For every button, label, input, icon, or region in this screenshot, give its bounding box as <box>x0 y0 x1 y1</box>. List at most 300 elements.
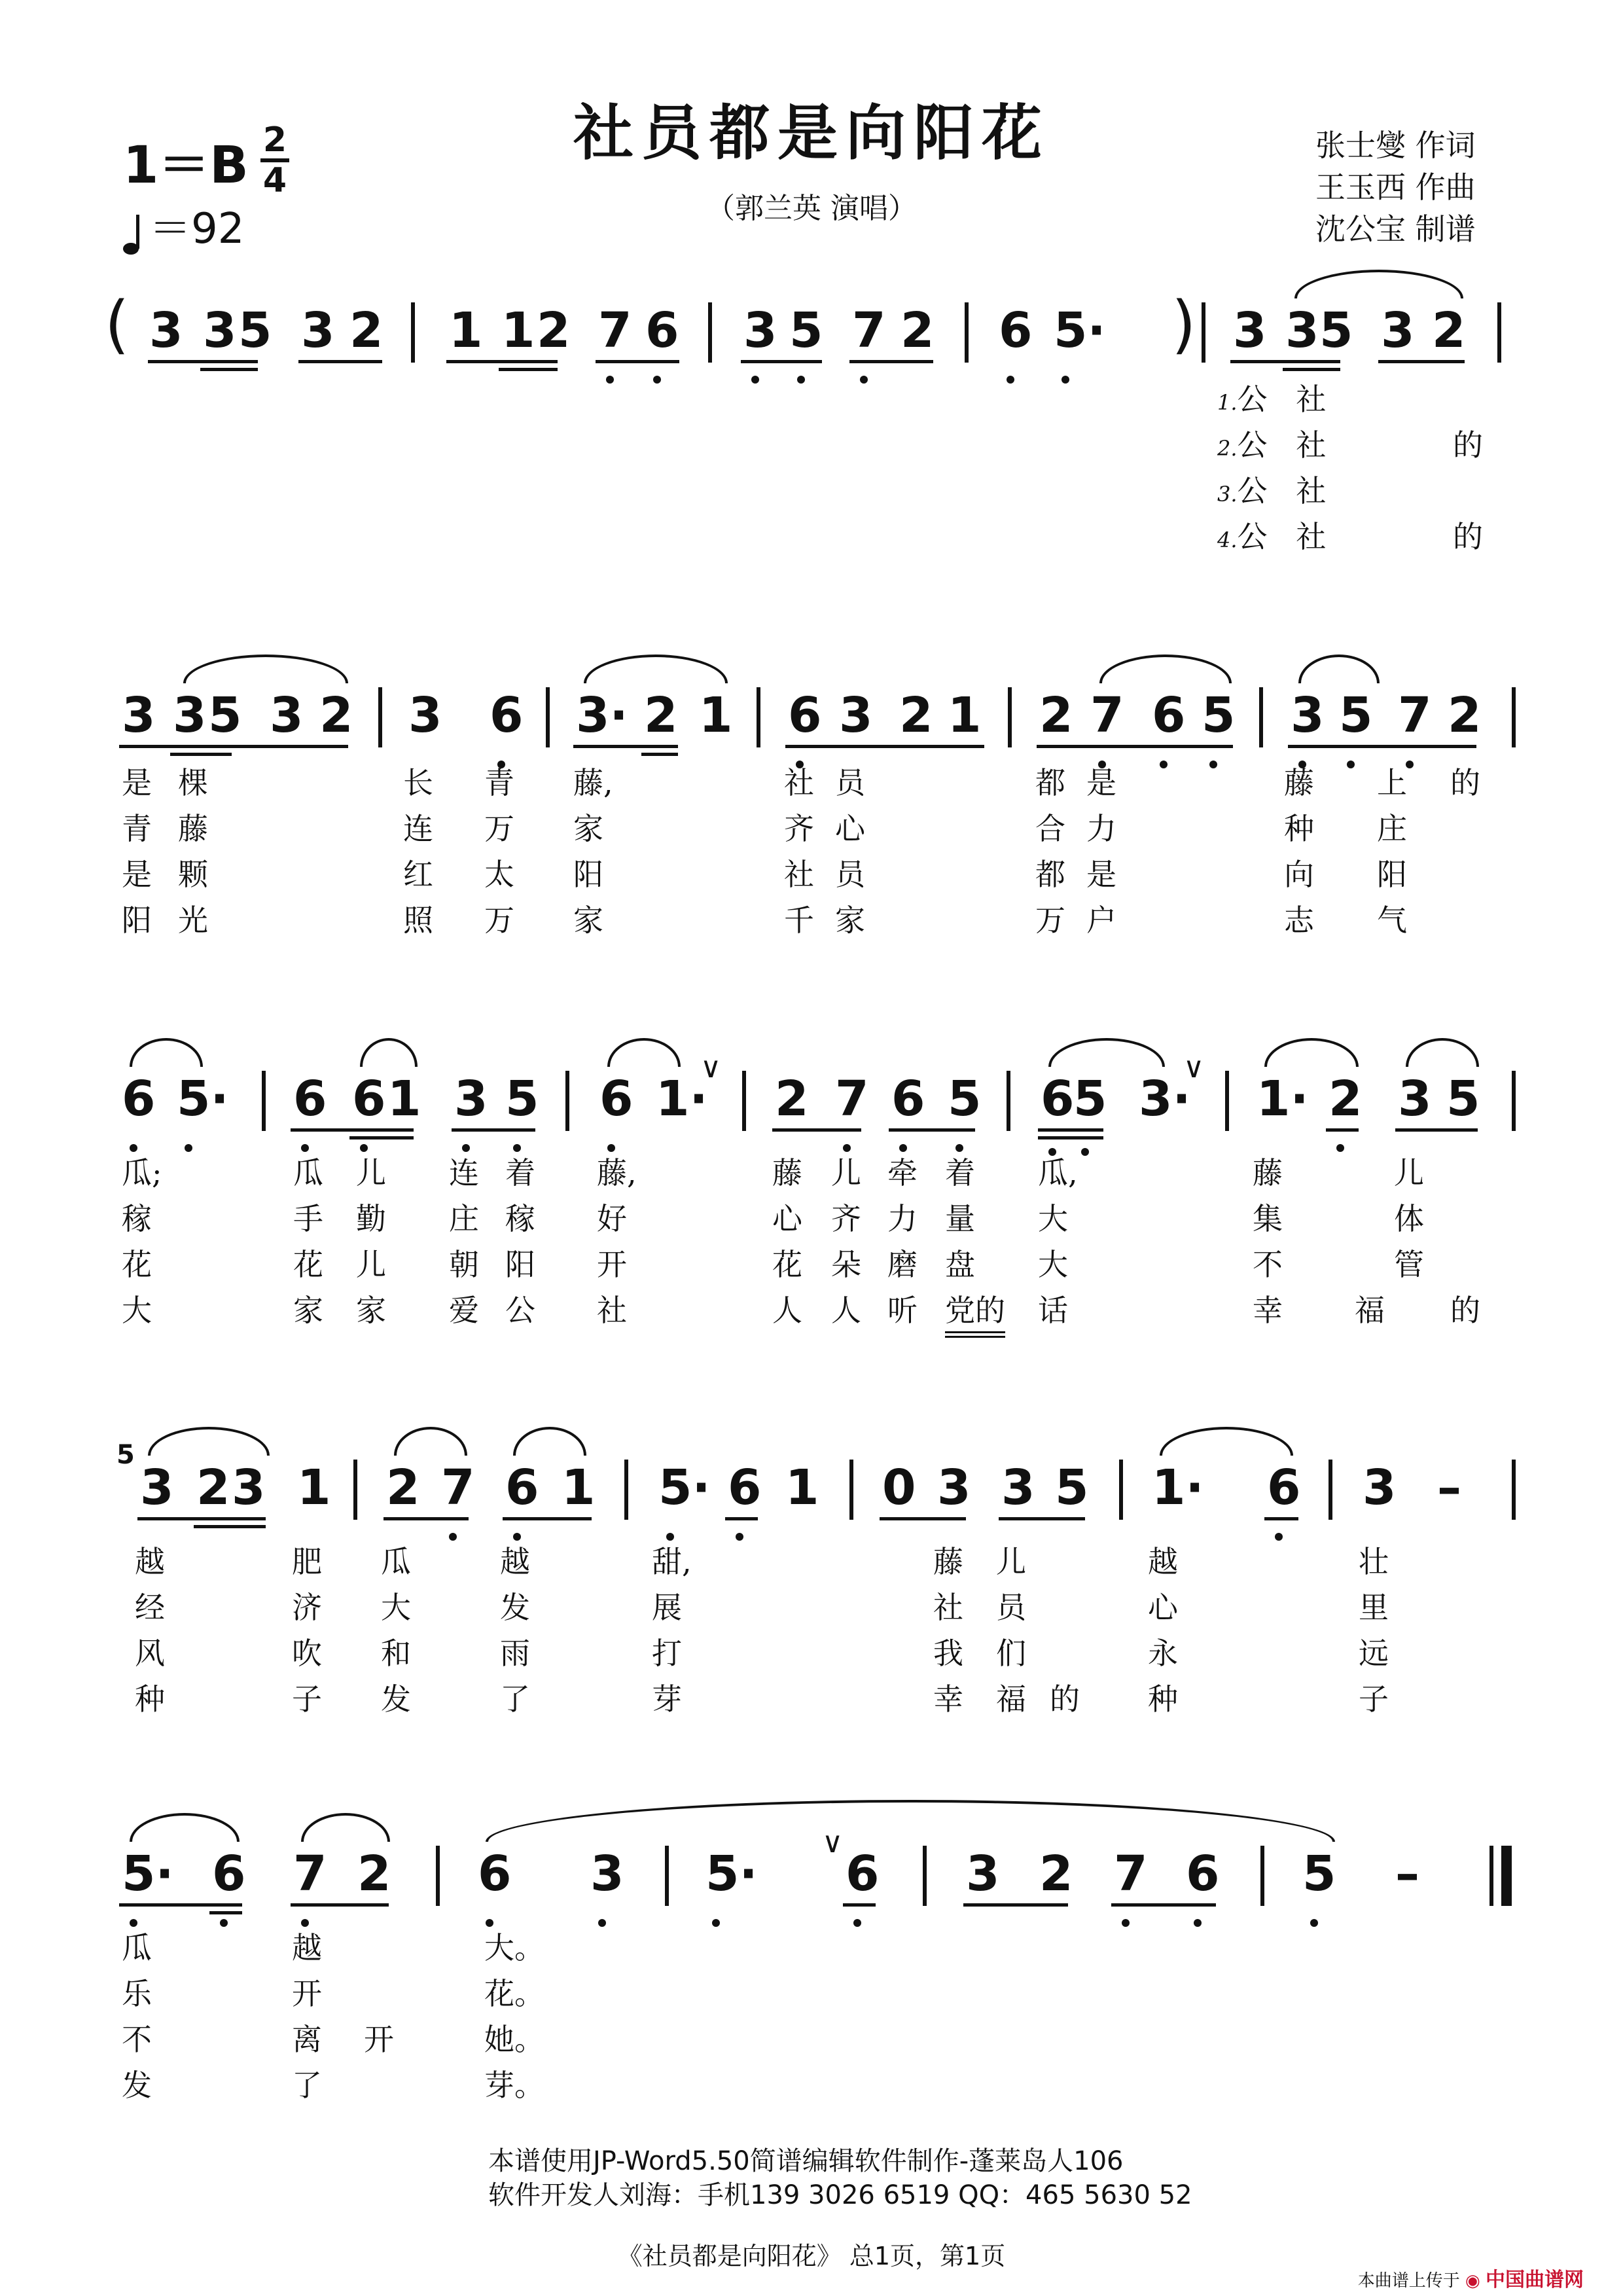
lyric-word: 上 <box>1377 765 1407 800</box>
barline <box>1202 302 1205 363</box>
lyric-word: 发 <box>122 2068 152 2103</box>
lyric-word: 吹 <box>292 1636 322 1671</box>
lyric-word: 盘 <box>945 1247 975 1282</box>
lyric-word: 齐 <box>784 811 814 846</box>
low-octave-dot <box>751 376 759 384</box>
barline <box>378 687 382 747</box>
low-octave-dot <box>1061 376 1069 384</box>
lyrics-block-4 <box>0 1924 1623 2121</box>
barline <box>353 1460 357 1520</box>
beam <box>137 1517 266 1520</box>
lyric-word: 是 <box>122 765 152 800</box>
slur <box>183 655 348 683</box>
lyric-word: 稼 <box>122 1201 152 1236</box>
lyric-word: 了 <box>292 2068 322 2103</box>
lyric-word: 芽 <box>652 1681 682 1717</box>
note: 1 <box>785 1460 819 1516</box>
lyric-word: 长 <box>403 765 433 800</box>
barline <box>436 1846 440 1906</box>
lyric-word: 公 <box>505 1293 535 1328</box>
lyric-word: 我 <box>933 1636 963 1671</box>
note: 2 <box>319 687 353 744</box>
note: 6 <box>999 302 1033 359</box>
note: 3 <box>743 302 777 359</box>
staff-row-intro <box>0 302 1623 401</box>
note: 2 <box>537 302 571 359</box>
slur <box>1264 1038 1359 1067</box>
beam <box>291 1128 414 1132</box>
site-logo-icon: ◉ <box>1465 2271 1480 2291</box>
note: 3 <box>590 1846 624 1902</box>
lyric-word: 幸 <box>1253 1293 1283 1328</box>
lyric-word: 都 <box>1035 765 1065 800</box>
barline <box>565 1071 569 1131</box>
note: 5· <box>658 1460 711 1516</box>
lyric-word: 心 <box>772 1201 802 1236</box>
lyric-word: 福的 <box>996 1681 1103 1717</box>
lyric-word: 人 <box>831 1293 861 1328</box>
note: 7 <box>598 302 632 359</box>
lyric-word: 照 <box>403 903 433 938</box>
note: 3 <box>1285 302 1319 359</box>
lyric-word: 种 <box>135 1681 165 1717</box>
lyric-word: 她。 <box>484 2022 544 2057</box>
note: 6 <box>478 1846 512 1902</box>
note: 6 <box>1152 687 1186 744</box>
lyric-word: 阳 <box>505 1247 535 1282</box>
lyric-word: 雨 <box>500 1636 530 1671</box>
lyric-word: 庄 <box>1377 811 1407 846</box>
lyric-word: 儿 <box>831 1155 861 1191</box>
note: 3 <box>937 1460 971 1516</box>
lyric-word: 儿 <box>356 1247 386 1282</box>
lyric-word: 志 <box>1284 903 1314 938</box>
beam <box>1037 745 1233 748</box>
beam <box>641 753 678 756</box>
lyric-word: 连 <box>403 811 433 846</box>
lyric-word: 藤, <box>573 765 613 800</box>
lyric-word: 的 <box>1453 519 1483 554</box>
note: 3· <box>576 687 628 744</box>
lyric-word: 儿 <box>996 1544 1026 1579</box>
barline <box>624 1460 628 1520</box>
lyric-word: 是 <box>1086 857 1116 892</box>
note: 3 <box>454 1071 488 1127</box>
lyric-word: 力 <box>887 1201 918 1236</box>
lyric-word: 稼 <box>505 1201 535 1236</box>
beam <box>349 1136 414 1139</box>
beam <box>1326 1128 1359 1132</box>
lyric-word: 打 <box>652 1636 682 1671</box>
note: 2 <box>386 1460 420 1516</box>
lyric-line: 1.公 社 <box>1217 382 1327 417</box>
performer-subtitle: （郭兰英 演唱） <box>706 192 917 225</box>
lyric-word: 户 <box>1086 903 1116 938</box>
lyric-word: 磨 <box>887 1247 918 1282</box>
lyric-word: 心 <box>1148 1590 1178 1625</box>
lyric-word: 开 <box>597 1247 627 1282</box>
note: 7 <box>1398 687 1432 744</box>
slur <box>394 1427 467 1456</box>
beam <box>889 1128 975 1132</box>
beam <box>119 745 348 748</box>
note: 1 <box>501 302 535 359</box>
note: 5 <box>208 687 242 744</box>
beam <box>963 1903 1068 1907</box>
lyric-line: 2.公 社 <box>1217 427 1327 463</box>
note: 3 <box>173 687 207 744</box>
lyric-word: 越 <box>135 1544 165 1579</box>
lyric-word: 万 <box>484 811 514 846</box>
note: 2 <box>1329 1071 1363 1127</box>
lyric-word: 的 <box>1453 427 1483 463</box>
beam <box>499 368 558 371</box>
lyric-word: 青 <box>484 765 514 800</box>
lyric-word: 发 <box>381 1681 411 1717</box>
intro-open-paren: ( <box>105 288 130 361</box>
note: 5 <box>1055 1460 1089 1516</box>
note: 3 <box>1001 1460 1035 1516</box>
lyric-word: 大 <box>1038 1247 1068 1282</box>
note: 6 <box>505 1460 539 1516</box>
lyric-word-underlined: 党的 <box>945 1287 1005 1338</box>
beam <box>741 360 822 363</box>
note: 5 <box>1202 687 1236 744</box>
lyric-word: 员 <box>835 857 865 892</box>
lyric-word: 种 <box>1284 811 1314 846</box>
note: 6 <box>645 302 679 359</box>
lyric-word: 向 <box>1284 857 1314 892</box>
software-credit: 本谱使用JP-Word5.50简谱编辑软件制作-蓬莱岛人106 <box>488 2146 1124 2176</box>
lyric-word: 越 <box>292 1930 322 1965</box>
note: 2 <box>901 302 935 359</box>
lyric-word: 子 <box>1359 1681 1389 1717</box>
note: 3 <box>1363 1460 1397 1516</box>
lyric-word: 发 <box>500 1590 530 1625</box>
lyric-word: 展 <box>652 1590 682 1625</box>
note: 1 <box>297 1460 331 1516</box>
lyric-word: 着 <box>505 1155 535 1191</box>
note: 6 <box>728 1460 762 1516</box>
page-indicator: 《社员都是向阳花》 总1页，第1页 <box>617 2242 1006 2270</box>
lyric-word: 风 <box>135 1636 165 1671</box>
lyric-word: 是 <box>122 857 152 892</box>
note: 7 <box>293 1846 327 1902</box>
lyric-word: 合 <box>1035 811 1065 846</box>
lyric-word: 员 <box>835 765 865 800</box>
lyric-word: 儿 <box>1394 1155 1424 1191</box>
beam <box>1111 1903 1216 1907</box>
barline <box>1007 1071 1010 1131</box>
breath-mark-icon: ∨ <box>822 1826 844 1859</box>
note: 7 <box>1090 687 1124 744</box>
lyric-word: 瓜 <box>381 1544 411 1579</box>
lyric-word: 们 <box>996 1636 1026 1671</box>
lyric-word: 气 <box>1377 903 1407 938</box>
beam <box>148 360 258 363</box>
note: 2 <box>1432 302 1466 359</box>
lyric-word: 量 <box>945 1201 975 1236</box>
lyric-word: 藤 <box>178 811 208 846</box>
slur <box>1406 1038 1479 1067</box>
final-barline-thick <box>1501 1846 1512 1906</box>
note: 3 <box>839 687 873 744</box>
lyric-word: 花。 <box>484 1976 544 2011</box>
lyric-word: 花 <box>772 1247 802 1282</box>
lyric-word: 芽。 <box>484 2068 544 2103</box>
lyric-word: 藤 <box>1253 1155 1283 1191</box>
lyric-word: 红 <box>403 857 433 892</box>
lyric-word: 乐 <box>122 1976 152 2011</box>
lyrics-block-1 <box>0 759 1623 969</box>
lyric-word: 万 <box>1035 903 1065 938</box>
slur <box>1294 270 1463 298</box>
slur <box>1298 655 1380 683</box>
note: 3 <box>122 687 156 744</box>
lyric-word: 棵 <box>178 765 208 800</box>
note: 2 <box>196 1460 230 1516</box>
lyric-line: 3.公 社 <box>1217 473 1327 509</box>
beam <box>298 360 382 363</box>
note: – <box>1395 1846 1419 1902</box>
slur <box>1099 655 1232 683</box>
lyric-word: 连 <box>449 1155 479 1191</box>
lyric-word: 瓜 <box>122 1930 152 1965</box>
note: 1· <box>1152 1460 1204 1516</box>
barline <box>1119 1460 1123 1520</box>
lyric-word: 大 <box>122 1293 152 1328</box>
lyric-word: 庄 <box>449 1201 479 1236</box>
barline <box>411 302 415 363</box>
lyric-word: 勤 <box>356 1201 386 1236</box>
lyric-word: 离 <box>292 2022 322 2057</box>
note: 7 <box>441 1460 475 1516</box>
barline <box>965 302 969 363</box>
note: 3 <box>232 1460 266 1516</box>
lyric-word: 藤 <box>933 1544 963 1579</box>
lyrics-block-2 <box>0 1149 1623 1346</box>
lyric-word: 了 <box>500 1681 530 1717</box>
lyric-word: 瓜; <box>122 1155 162 1191</box>
beam <box>785 745 984 748</box>
note: 5 <box>789 302 823 359</box>
note: 2 <box>899 687 933 744</box>
lyric-word: 里 <box>1359 1590 1389 1625</box>
lyric-word: 家 <box>293 1293 323 1328</box>
lyric-word: 经 <box>135 1590 165 1625</box>
note: 6 <box>891 1071 925 1127</box>
lyric-word: 家 <box>835 903 865 938</box>
lyric-word: 的 <box>1450 1293 1480 1328</box>
lyric-word: 都 <box>1035 857 1065 892</box>
barline <box>923 1846 927 1906</box>
note: 1 <box>449 302 483 359</box>
note: 2 <box>644 687 678 744</box>
slur <box>360 1038 418 1067</box>
note: 2 <box>1448 687 1482 744</box>
beam <box>1038 1128 1103 1132</box>
lyric-word: 瓜 <box>293 1155 323 1191</box>
lyric-word: 和 <box>381 1636 411 1671</box>
note: 7 <box>835 1071 869 1127</box>
note: 5 <box>505 1071 539 1127</box>
note: 5· <box>705 1846 758 1902</box>
lyric-word: 种 <box>1148 1681 1178 1717</box>
beam <box>1230 360 1340 363</box>
barline <box>1260 1846 1264 1906</box>
beam <box>880 1517 966 1520</box>
beam <box>383 1517 469 1520</box>
lyric-word: 家 <box>573 903 603 938</box>
lyric-word: 越 <box>500 1544 530 1579</box>
lyric-word: 大。 <box>484 1930 544 1965</box>
beam <box>209 1911 242 1914</box>
slur <box>130 1813 240 1842</box>
note: 3 <box>140 1460 174 1516</box>
barline <box>1008 687 1012 747</box>
lyric-word: 儿 <box>356 1155 386 1191</box>
slur <box>148 1427 270 1456</box>
barline <box>1512 1460 1516 1520</box>
note: 6 <box>1186 1846 1220 1902</box>
barline <box>1329 1460 1332 1520</box>
lyric-word: 大 <box>381 1590 411 1625</box>
low-octave-dot <box>1007 376 1014 384</box>
lyric-word: 阳 <box>122 903 152 938</box>
note: 7 <box>1114 1846 1148 1902</box>
beam <box>194 1525 266 1528</box>
lyric-word: 福 <box>1355 1293 1385 1328</box>
transcriber-credit: 沈公宝 制谱 <box>1315 211 1476 247</box>
note: 3· <box>1139 1071 1191 1127</box>
breath-mark-icon: ∨ <box>1183 1051 1205 1085</box>
note: 1 <box>562 1460 596 1516</box>
song-title: 社员都是向阳花 <box>573 98 1050 168</box>
note: – <box>1437 1460 1461 1516</box>
lyric-word: 话 <box>1038 1293 1068 1328</box>
slur <box>1048 1038 1165 1067</box>
beam <box>119 1903 242 1907</box>
beam <box>1038 1136 1103 1139</box>
lyric-word: 幸 <box>933 1681 963 1717</box>
lyric-word: 家 <box>573 811 603 846</box>
note: 1 <box>699 687 733 744</box>
lyric-word: 手 <box>293 1201 323 1236</box>
lyric-line: 4.公 社 <box>1217 519 1327 554</box>
lyric-word: 永 <box>1148 1636 1178 1671</box>
lyric-word: 朵 <box>831 1247 861 1282</box>
note: 6 <box>1267 1460 1301 1516</box>
beam <box>843 1903 876 1907</box>
beam <box>170 753 232 756</box>
note: 2 <box>1039 687 1073 744</box>
note: 3 <box>270 687 304 744</box>
note: 5 <box>1073 1071 1107 1127</box>
note: 5· <box>122 1846 174 1902</box>
beam <box>725 1517 758 1520</box>
lyric-word: 子 <box>292 1681 322 1717</box>
slur <box>513 1427 586 1456</box>
barline <box>1497 302 1501 363</box>
beam <box>1288 745 1476 748</box>
beam <box>291 1903 389 1907</box>
lyric-word: 越 <box>1148 1544 1178 1579</box>
note: 3 <box>203 302 237 359</box>
phrase-slur <box>486 1800 1335 1842</box>
lyric-word: 集 <box>1253 1201 1283 1236</box>
barline <box>1225 1071 1229 1131</box>
lyric-word: 开 <box>364 2022 394 2057</box>
low-octave-dot <box>797 376 805 384</box>
lyric-word: 听 <box>887 1293 918 1328</box>
note: 5 <box>1446 1071 1480 1127</box>
lyric-word: 家 <box>356 1293 386 1328</box>
lyric-word: 心 <box>835 811 865 846</box>
note: 5 <box>1339 687 1373 744</box>
note: 6 <box>490 687 524 744</box>
tempo-mark <box>123 195 244 255</box>
barline <box>742 1071 746 1131</box>
lyric-word: 齐 <box>831 1201 861 1236</box>
lyric-word: 社 <box>597 1293 627 1328</box>
beam <box>596 360 679 363</box>
lyric-word: 济 <box>292 1590 322 1625</box>
lyric-word: 太 <box>484 857 514 892</box>
lyric-word: 社 <box>933 1590 963 1625</box>
lyric-word: 着 <box>945 1155 975 1191</box>
beam <box>772 1128 861 1132</box>
developer-contact: 软件开发人刘海：手机139 3026 6519 QQ：465 5630 52 <box>488 2180 1192 2210</box>
lyric-word: 甜, <box>652 1544 692 1579</box>
site-brand: 本曲谱上传于 ◉ 中国曲谱网 <box>1357 2269 1584 2291</box>
composer-credit: 王玉西 作曲 <box>1315 170 1476 205</box>
slur <box>301 1813 390 1842</box>
beam <box>1283 368 1340 371</box>
tempo-value: ＝92 <box>149 205 245 253</box>
lyric-word: 花 <box>122 1247 152 1282</box>
lyric-word: 不 <box>122 2022 152 2057</box>
lyric-word: 社 <box>784 765 814 800</box>
barline <box>708 302 712 363</box>
note: 5· <box>1054 302 1106 359</box>
lyric-word: 阳 <box>1377 857 1407 892</box>
lyric-word: 牵 <box>887 1155 918 1191</box>
low-octave-dot <box>860 376 868 384</box>
note: 3 <box>1398 1071 1432 1127</box>
barline <box>665 1846 669 1906</box>
lyric-word: 员 <box>996 1590 1026 1625</box>
beam <box>446 360 558 363</box>
low-octave-dot <box>653 376 661 384</box>
slur <box>584 655 728 683</box>
lyric-word: 花 <box>293 1247 323 1282</box>
lyric-word: 朝 <box>449 1247 479 1282</box>
slur <box>607 1038 681 1067</box>
note: 6 <box>599 1071 633 1127</box>
note: 5 <box>948 1071 982 1127</box>
note: 3 <box>408 687 442 744</box>
note: 7 <box>852 302 886 359</box>
quarter-note-icon <box>123 213 143 255</box>
note: 6 <box>788 687 822 744</box>
note: 1· <box>1257 1071 1309 1127</box>
note: 6 <box>122 1071 156 1127</box>
lyricist-credit: 张士燮 作词 <box>1315 128 1476 163</box>
lyric-word: 藤, <box>597 1155 637 1191</box>
lyric-word: 青 <box>122 811 152 846</box>
key-signature: 1＝B <box>123 136 249 195</box>
time-denominator: 4 <box>262 161 287 200</box>
